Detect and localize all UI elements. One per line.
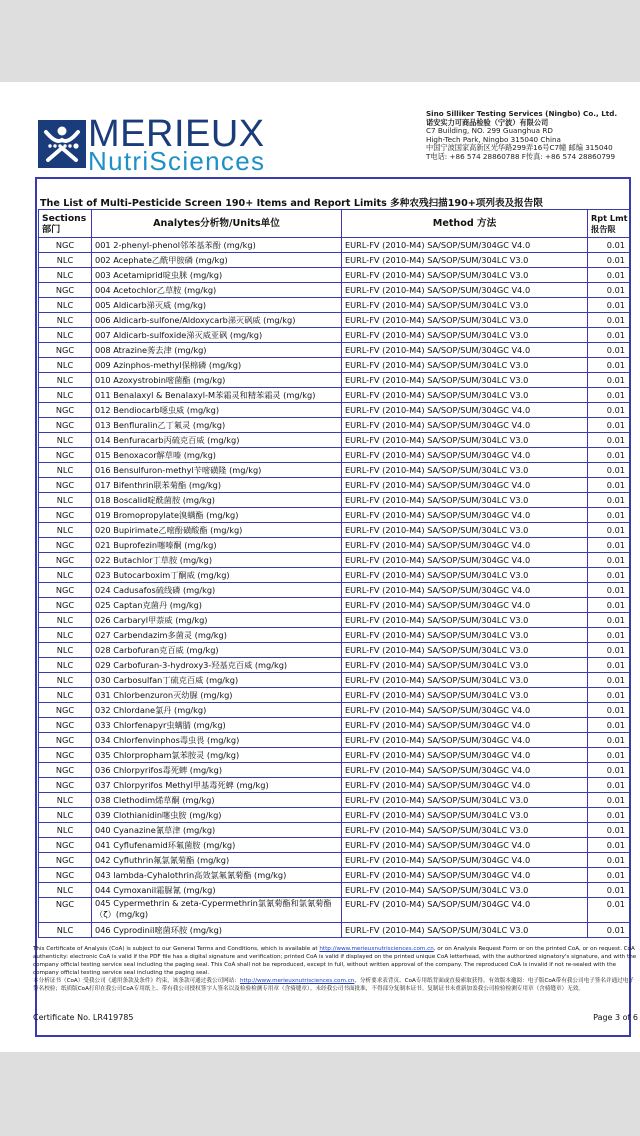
analyte-cell: 007 Aldicarb-sulfoxide涕灭威亚砜 (mg/kg) (92, 328, 342, 343)
rpt-lmt-cell: 0.01 (588, 433, 631, 448)
section-cell: NLC (39, 268, 92, 283)
analyte-cell: 027 Carbendazim多菌灵 (mg/kg) (92, 628, 342, 643)
table-row (39, 508, 631, 523)
analyte-cell: 018 Boscalid啶酰菌胺 (mg/kg) (92, 493, 342, 508)
rpt-lmt-cell: 0.01 (588, 718, 631, 733)
method-cell: EURL-FV (2010-M4) SA/SOP/SUM/304GC V4.0 (342, 598, 588, 613)
table-row (39, 238, 631, 253)
analyte-cell: 031 Chlorbenzuron灭幼脲 (mg/kg) (92, 688, 342, 703)
rpt-lmt-cell: 0.01 (588, 538, 631, 553)
table-row (39, 703, 631, 718)
table-row (39, 568, 631, 583)
method-cell: EURL-FV (2010-M4) SA/SOP/SUM/304LC V3.0 (342, 673, 588, 688)
section-cell: NLC (39, 463, 92, 478)
rpt-lmt-cell: 0.01 (588, 823, 631, 838)
section-cell: NLC (39, 493, 92, 508)
footer-text-en-post: , or on Analysis Request Form or on the printed CoA, or on request. CoA authenticity: electronic CoA is valid if the PDF file has a digital signature and verification; printed CoA is valid if displayed on the printed unique CoA letterhead, with the authorized signatory's signature, and with the company official testing service seal including the paging seal. This CoA shall not be reproduced, except in full, without written approval of the company. The reproduced CoA is invalid if not re-sealed with the company official testing service seal including the paging seal. (33, 946, 637, 976)
method-cell: EURL-FV (2010-M4) SA/SOP/SUM/304LC V3.0 (342, 253, 588, 268)
analyte-cell: 010 Azoxystrobin嘧菌酯 (mg/kg) (92, 373, 342, 388)
section-cell: NLC (39, 358, 92, 373)
analyte-cell: 041 Cyflufenamid环氟菌胺 (mg/kg) (92, 838, 342, 853)
analyte-cell: 045 Cypermethrin & zeta-Cypermethrin氯氰菊酯和氯氰菊酯（ζ）(mg/kg) (92, 898, 342, 923)
logo-subtitle: NutriSciences (88, 145, 266, 176)
legal-footer (33, 945, 638, 993)
method-cell: EURL-FV (2010-M4) SA/SOP/SUM/304LC V3.0 (342, 808, 588, 823)
analyte-cell: 005 Aldicarb涕灭威 (mg/kg) (92, 298, 342, 313)
document-page (0, 82, 640, 1052)
pesticide-table (38, 209, 631, 938)
table-row (39, 748, 631, 763)
section-cell: NGC (39, 448, 92, 463)
method-cell: EURL-FV (2010-M4) SA/SOP/SUM/304LC V3.0 (342, 493, 588, 508)
method-cell: EURL-FV (2010-M4) SA/SOP/SUM/304GC V4.0 (342, 733, 588, 748)
section-cell: NLC (39, 523, 92, 538)
method-cell: EURL-FV (2010-M4) SA/SOP/SUM/304LC V3.0 (342, 628, 588, 643)
analyte-cell: 036 Chlorpyrifos毒死蜱 (mg/kg) (92, 763, 342, 778)
rpt-lmt-cell: 0.01 (588, 688, 631, 703)
terms-link[interactable]: http://www.merieuxnutrisciences.com.cn (319, 946, 434, 952)
table-row (39, 883, 631, 898)
section-cell: NLC (39, 388, 92, 403)
section-cell: NLC (39, 883, 92, 898)
section-cell: NLC (39, 433, 92, 448)
section-cell: NLC (39, 253, 92, 268)
rpt-lmt-cell: 0.01 (588, 628, 631, 643)
section-cell: NLC (39, 823, 92, 838)
merieux-figure-icon (38, 120, 86, 168)
analyte-cell: 032 Chlordane氯丹 (mg/kg) (92, 703, 342, 718)
method-cell: EURL-FV (2010-M4) SA/SOP/SUM/304LC V3.0 (342, 463, 588, 478)
method-cell: EURL-FV (2010-M4) SA/SOP/SUM/304LC V3.0 (342, 358, 588, 373)
rpt-lmt-cell: 0.01 (588, 268, 631, 283)
section-cell: NLC (39, 298, 92, 313)
rpt-lmt-cell: 0.01 (588, 238, 631, 253)
section-cell: NLC (39, 793, 92, 808)
rpt-lmt-cell: 0.01 (588, 868, 631, 883)
method-cell: EURL-FV (2010-M4) SA/SOP/SUM/304LC V3.0 (342, 793, 588, 808)
table-header-row (39, 210, 631, 238)
section-cell: NGC (39, 418, 92, 433)
analyte-cell: 043 lambda-Cyhalothrin高效氯氟氰菊酯 (mg/kg) (92, 868, 342, 883)
rpt-lmt-cell: 0.01 (588, 418, 631, 433)
analyte-cell: 033 Chlorfenapyr虫螨腈 (mg/kg) (92, 718, 342, 733)
rpt-lmt-cell: 0.01 (588, 733, 631, 748)
table-row (39, 643, 631, 658)
page-number: Page 3 of 6 (593, 1013, 638, 1022)
section-cell: NGC (39, 778, 92, 793)
analyte-cell: 019 Bromopropylate溴螨酯 (mg/kg) (92, 508, 342, 523)
analyte-cell: 006 Aldicarb-sulfone/Aldoxycarb涕灭砜威 (mg/kg) (92, 313, 342, 328)
method-cell: EURL-FV (2010-M4) SA/SOP/SUM/304LC V3.0 (342, 328, 588, 343)
table-row (39, 583, 631, 598)
method-cell: EURL-FV (2010-M4) SA/SOP/SUM/304GC V4.0 (342, 778, 588, 793)
rpt-lmt-cell: 0.01 (588, 523, 631, 538)
analyte-cell: 023 Butocarboxim丁酮威 (mg/kg) (92, 568, 342, 583)
logo-wordmark: MERIEUX (88, 112, 265, 155)
table-row (39, 433, 631, 448)
analyte-cell: 026 Carbaryl甲萘威 (mg/kg) (92, 613, 342, 628)
section-cell: NGC (39, 733, 92, 748)
rpt-lmt-cell: 0.01 (588, 373, 631, 388)
method-cell: EURL-FV (2010-M4) SA/SOP/SUM/304GC V4.0 (342, 718, 588, 733)
method-cell: EURL-FV (2010-M4) SA/SOP/SUM/304GC V4.0 (342, 283, 588, 298)
table-row (39, 493, 631, 508)
table-row (39, 328, 631, 343)
section-cell: NGC (39, 238, 92, 253)
rpt-lmt-cell: 0.01 (588, 343, 631, 358)
method-cell: EURL-FV (2010-M4) SA/SOP/SUM/304GC V4.0 (342, 538, 588, 553)
table-row (39, 598, 631, 613)
method-cell: EURL-FV (2010-M4) SA/SOP/SUM/304LC V3.0 (342, 373, 588, 388)
method-cell: EURL-FV (2010-M4) SA/SOP/SUM/304LC V3.0 (342, 643, 588, 658)
table-row (39, 923, 631, 938)
rpt-lmt-cell: 0.01 (588, 673, 631, 688)
analyte-cell: 022 Butachlor丁草胺 (mg/kg) (92, 553, 342, 568)
table-row (39, 403, 631, 418)
method-cell: EURL-FV (2010-M4) SA/SOP/SUM/304GC V4.0 (342, 763, 588, 778)
section-cell: NGC (39, 478, 92, 493)
method-cell: EURL-FV (2010-M4) SA/SOP/SUM/304LC V3.0 (342, 658, 588, 673)
table-body (39, 238, 631, 938)
rpt-lmt-cell: 0.01 (588, 388, 631, 403)
method-cell: EURL-FV (2010-M4) SA/SOP/SUM/304GC V4.0 (342, 448, 588, 463)
table-title: The List of Multi-Pesticide Screen 190+ Items and Report Limits 多种农残扫描190+项列表及报告限 (40, 198, 543, 209)
method-cell: EURL-FV (2010-M4) SA/SOP/SUM/304GC V4.0 (342, 418, 588, 433)
section-cell: NLC (39, 673, 92, 688)
table-row (39, 418, 631, 433)
table-row (39, 853, 631, 868)
section-cell: NGC (39, 853, 92, 868)
analyte-cell: 012 Bendiocarb噁虫威 (mg/kg) (92, 403, 342, 418)
analyte-cell: 040 Cyanazine氰草津 (mg/kg) (92, 823, 342, 838)
table-row (39, 628, 631, 643)
table-row (39, 523, 631, 538)
section-cell: NLC (39, 628, 92, 643)
method-cell: EURL-FV (2010-M4) SA/SOP/SUM/304LC V3.0 (342, 823, 588, 838)
analyte-cell: 017 Bifenthrin联苯菊酯 (mg/kg) (92, 478, 342, 493)
company-address-line2: High-Tech Park, Ningbo 315040 China (426, 134, 561, 144)
analyte-cell: 014 Benfuracarb丙硫克百威 (mg/kg) (92, 433, 342, 448)
rpt-lmt-cell: 0.01 (588, 298, 631, 313)
method-cell: EURL-FV (2010-M4) SA/SOP/SUM/304GC V4.0 (342, 478, 588, 493)
section-cell: NGC (39, 703, 92, 718)
analyte-cell: 039 Clothianidin噻虫胺 (mg/kg) (92, 808, 342, 823)
rpt-lmt-cell: 0.01 (588, 763, 631, 778)
rpt-lmt-cell: 0.01 (588, 463, 631, 478)
table-row (39, 733, 631, 748)
rpt-lmt-cell: 0.01 (588, 898, 631, 923)
method-cell: EURL-FV (2010-M4) SA/SOP/SUM/304LC V3.0 (342, 688, 588, 703)
table-row (39, 448, 631, 463)
rpt-lmt-cell: 0.01 (588, 658, 631, 673)
table-row (39, 658, 631, 673)
footer-text-cn-post: 、分析要求表背页、CoA专用纸背面或直接索取获得。有效版本邀阅：电子版CoA带有我公司电子签名并通过电子签名校验；纸质版CoA打印在我公司CoA专用纸上、带有我公司授权签字人签名以及检验检测专用章（含骑缝章）。未经我公司书面批准，不得部分复制本证书。复制证书未重新加盖我公司检验检测专用章（含骑缝章）无效。 (33, 978, 634, 992)
table-row (39, 478, 631, 493)
table-row (39, 763, 631, 778)
header-rpt-lmt (588, 210, 631, 238)
rpt-lmt-cell: 0.01 (588, 613, 631, 628)
method-cell: EURL-FV (2010-M4) SA/SOP/SUM/304LC V3.0 (342, 268, 588, 283)
rpt-lmt-cell: 0.01 (588, 808, 631, 823)
method-cell: EURL-FV (2010-M4) SA/SOP/SUM/304GC V4.0 (342, 508, 588, 523)
terms-link-cn[interactable]: http://www.merieuxnutrisciences.com.cn (239, 978, 355, 984)
section-cell: NGC (39, 583, 92, 598)
method-cell: EURL-FV (2010-M4) SA/SOP/SUM/304GC V4.0 (342, 868, 588, 883)
section-cell: NLC (39, 313, 92, 328)
rpt-lmt-cell: 0.01 (588, 643, 631, 658)
company-name-en: Sino Silliker Testing Services (Ningbo) Co., Ltd. (426, 109, 618, 118)
analyte-cell: 001 2-phenyl-phenol邻苯基苯酚 (mg/kg) (92, 238, 342, 253)
rpt-lmt-cell: 0.01 (588, 703, 631, 718)
company-name-cn: 诺安实力可商品检验（宁波）有限公司 (426, 117, 549, 127)
section-cell: NGC (39, 283, 92, 298)
header-rpt-en: Rpt Lmt (591, 212, 628, 223)
merieux-logo (38, 112, 266, 176)
table-row (39, 298, 631, 313)
table-row (39, 553, 631, 568)
section-cell: NLC (39, 658, 92, 673)
analyte-cell: 024 Cadusafos硫线磷 (mg/kg) (92, 583, 342, 598)
analyte-cell: 038 Clethodim烯草酮 (mg/kg) (92, 793, 342, 808)
rpt-lmt-cell: 0.01 (588, 358, 631, 373)
rpt-lmt-cell: 0.01 (588, 923, 631, 938)
rpt-lmt-cell: 0.01 (588, 598, 631, 613)
section-cell: NLC (39, 643, 92, 658)
analyte-cell: 025 Captan克菌丹 (mg/kg) (92, 598, 342, 613)
analyte-cell: 004 Acetochlor乙草胺 (mg/kg) (92, 283, 342, 298)
analyte-cell: 002 Acephate乙酰甲胺磷 (mg/kg) (92, 253, 342, 268)
method-cell: EURL-FV (2010-M4) SA/SOP/SUM/304LC V3.0 (342, 568, 588, 583)
rpt-lmt-cell: 0.01 (588, 508, 631, 523)
section-cell: NLC (39, 613, 92, 628)
rpt-lmt-cell: 0.01 (588, 748, 631, 763)
table-row (39, 313, 631, 328)
rpt-lmt-cell: 0.01 (588, 403, 631, 418)
method-cell: EURL-FV (2010-M4) SA/SOP/SUM/304GC V4.0 (342, 583, 588, 598)
method-cell: EURL-FV (2010-M4) SA/SOP/SUM/304GC V4.0 (342, 838, 588, 853)
analyte-cell: 042 Cyfluthrin氟氯氰菊酯 (mg/kg) (92, 853, 342, 868)
company-phone: T电话: +86 574 28860788 F传真: +86 574 28860799 (426, 151, 616, 161)
section-cell: NLC (39, 923, 92, 938)
table-row (39, 898, 631, 923)
method-cell: EURL-FV (2010-M4) SA/SOP/SUM/304LC V3.0 (342, 388, 588, 403)
analyte-cell: 021 Buprofezin噻嗪酮 (mg/kg) (92, 538, 342, 553)
table-row (39, 343, 631, 358)
analyte-cell: 008 Atrazine莠去津 (mg/kg) (92, 343, 342, 358)
section-cell: NLC (39, 568, 92, 583)
section-cell: NGC (39, 718, 92, 733)
analyte-cell: 028 Carbofuran克百威 (mg/kg) (92, 643, 342, 658)
method-cell: EURL-FV (2010-M4) SA/SOP/SUM/304GC V4.0 (342, 703, 588, 718)
rpt-lmt-cell: 0.01 (588, 493, 631, 508)
analyte-cell: 037 Chlorpyrifos Methyl甲基毒死蜱 (mg/kg) (92, 778, 342, 793)
header-sections (39, 210, 92, 238)
section-cell: NGC (39, 748, 92, 763)
table-row (39, 358, 631, 373)
method-cell: EURL-FV (2010-M4) SA/SOP/SUM/304GC V4.0 (342, 853, 588, 868)
table-row (39, 268, 631, 283)
section-cell: NGC (39, 508, 92, 523)
rpt-lmt-cell: 0.01 (588, 793, 631, 808)
header-method: Method 方法 (342, 210, 588, 238)
method-cell: EURL-FV (2010-M4) SA/SOP/SUM/304LC V3.0 (342, 923, 588, 938)
rpt-lmt-cell: 0.01 (588, 253, 631, 268)
method-cell: EURL-FV (2010-M4) SA/SOP/SUM/304GC V4.0 (342, 403, 588, 418)
header-rpt-cn: 报告限 (591, 223, 616, 234)
section-cell: NGC (39, 763, 92, 778)
rpt-lmt-cell: 0.01 (588, 568, 631, 583)
rpt-lmt-cell: 0.01 (588, 328, 631, 343)
rpt-lmt-cell: 0.01 (588, 883, 631, 898)
table-row (39, 613, 631, 628)
rpt-lmt-cell: 0.01 (588, 853, 631, 868)
analyte-cell: 030 Carbosulfan丁硫克百威 (mg/kg) (92, 673, 342, 688)
table-row (39, 463, 631, 478)
analyte-cell: 013 Benfluralin乙丁氟灵 (mg/kg) (92, 418, 342, 433)
analyte-cell: 020 Bupirimate乙嘧酚磺酸酯 (mg/kg) (92, 523, 342, 538)
method-cell: EURL-FV (2010-M4) SA/SOP/SUM/304LC V3.0 (342, 883, 588, 898)
table-row (39, 688, 631, 703)
section-cell: NLC (39, 808, 92, 823)
company-info (426, 110, 617, 162)
section-cell: NGC (39, 343, 92, 358)
table-row (39, 388, 631, 403)
section-cell: NGC (39, 403, 92, 418)
analyte-cell: 011 Benalaxyl & Benalaxyl-M苯霜灵和精苯霜灵 (mg/kg) (92, 388, 342, 403)
section-cell: NLC (39, 373, 92, 388)
rpt-lmt-cell: 0.01 (588, 778, 631, 793)
analyte-cell: 029 Carbofuran-3-hydroxy3-羟基克百威 (mg/kg) (92, 658, 342, 673)
method-cell: EURL-FV (2010-M4) SA/SOP/SUM/304LC V3.0 (342, 298, 588, 313)
method-cell: EURL-FV (2010-M4) SA/SOP/SUM/304LC V3.0 (342, 613, 588, 628)
method-cell: EURL-FV (2010-M4) SA/SOP/SUM/304GC V4.0 (342, 343, 588, 358)
rpt-lmt-cell: 0.01 (588, 448, 631, 463)
method-cell: EURL-FV (2010-M4) SA/SOP/SUM/304GC V4.0 (342, 898, 588, 923)
method-cell: EURL-FV (2010-M4) SA/SOP/SUM/304LC V3.0 (342, 313, 588, 328)
rpt-lmt-cell: 0.01 (588, 553, 631, 568)
section-cell: NLC (39, 688, 92, 703)
footer-text-en-pre: This Certificate of Analysis (CoA) is subject to our General Terms and Conditions, which is available at (33, 946, 320, 952)
section-cell: NLC (39, 328, 92, 343)
analyte-cell: 035 Chlorpropham氯苯胺灵 (mg/kg) (92, 748, 342, 763)
method-cell: EURL-FV (2010-M4) SA/SOP/SUM/304LC V3.0 (342, 433, 588, 448)
method-cell: EURL-FV (2010-M4) SA/SOP/SUM/304GC V4.0 (342, 748, 588, 763)
table-row (39, 718, 631, 733)
table-row (39, 778, 631, 793)
rpt-lmt-cell: 0.01 (588, 283, 631, 298)
header-analytes: Analytes分析物/Units单位 (92, 210, 342, 238)
table-row (39, 868, 631, 883)
table-row (39, 673, 631, 688)
section-cell: NGC (39, 553, 92, 568)
certificate-number: Certificate No. LR419785 (33, 1013, 134, 1022)
section-cell: NGC (39, 838, 92, 853)
rpt-lmt-cell: 0.01 (588, 478, 631, 493)
company-address-line1: C7 Building, NO. 299 Guanghua RD (426, 126, 553, 136)
analyte-cell: 046 Cyprodinil嘧菌环胺 (mg/kg) (92, 923, 342, 938)
analyte-cell: 034 Chlorfenvinphos毒虫畏 (mg/kg) (92, 733, 342, 748)
section-cell: NGC (39, 898, 92, 923)
table-row (39, 538, 631, 553)
method-cell: EURL-FV (2010-M4) SA/SOP/SUM/304GC V4.0 (342, 238, 588, 253)
analyte-cell: 003 Acetamiprid啶虫脒 (mg/kg) (92, 268, 342, 283)
method-cell: EURL-FV (2010-M4) SA/SOP/SUM/304LC V3.0 (342, 523, 588, 538)
section-cell: NGC (39, 538, 92, 553)
table-row (39, 373, 631, 388)
analyte-cell: 016 Bensulfuron-methyl苄嘧磺隆 (mg/kg) (92, 463, 342, 478)
company-address-cn: 中国宁波国家高新区光华路299弄16号C7幢 邮编 315040 (426, 143, 613, 153)
header-sections-en: Sections (42, 212, 87, 224)
table-row (39, 823, 631, 838)
method-cell: EURL-FV (2010-M4) SA/SOP/SUM/304GC V4.0 (342, 553, 588, 568)
analyte-cell: 044 Cymoxanil霜脲氰 (mg/kg) (92, 883, 342, 898)
footer-text-cn-pre: 本分析证书（CoA）受我公司《通用条款及条件》约束，该条款可通过我公司网站： (33, 978, 240, 984)
table-row (39, 253, 631, 268)
header-sections-cn: 部门 (42, 223, 61, 235)
rpt-lmt-cell: 0.01 (588, 313, 631, 328)
analyte-cell: 015 Benoxacor解草嗪 (mg/kg) (92, 448, 342, 463)
table-row (39, 838, 631, 853)
table-row (39, 793, 631, 808)
table-row (39, 283, 631, 298)
analyte-cell: 009 Azinphos-methyl保棉磷 (mg/kg) (92, 358, 342, 373)
section-cell: NGC (39, 598, 92, 613)
rpt-lmt-cell: 0.01 (588, 583, 631, 598)
section-cell: NGC (39, 868, 92, 883)
table-row (39, 808, 631, 823)
rpt-lmt-cell: 0.01 (588, 838, 631, 853)
